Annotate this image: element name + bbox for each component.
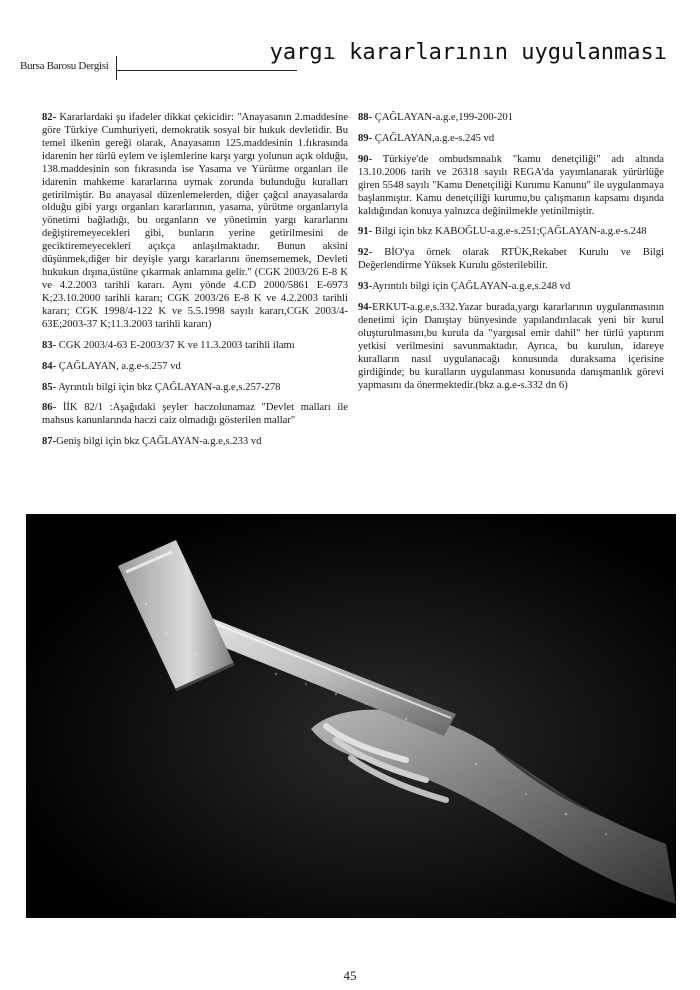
footnote-93 bbox=[358, 281, 664, 294]
right-footnote-column bbox=[358, 112, 664, 401]
footnote-text: ÇAĞLAYAN, a.g.e-s.257 vd bbox=[58, 360, 181, 372]
footnote-89 bbox=[358, 133, 664, 146]
footnote-82 bbox=[42, 112, 348, 332]
footnote-number: 90- bbox=[358, 153, 373, 165]
footnote-text: Kararlardaki şu ifadeler dikkat çekicidir: "Anayasanın 2.maddesine göre Türkiye Cumhuriyeti, demokratik sosyal bir hukuk devletidir. Bu temel ilkenin gereği olarak, Anayasanın 125.maddesinin 1.fıkrasında idarenin her türlü eylem ve işlemlerine karşı yargı yolunun açık olduğu, 138.maddesinin son fıkrasında ise Yasama ve Yürütme organları ile idarenin mahkeme kararlarına uymak zorunda bulunduğu kuralları getirilmiştir. Bu anayasal düzenlemelerden, diğer çağcıl anayasalarda olduğu gibi yargı organları kararlarının, yasama, yürütme organlarıyla yönetimi bağladığı, bu organların ve yönetimin yargı kararlarını değiştiremeyecekleri gibi, bunların yerine getirilmesini de geciktiremeyecekleri açıkça anlaşılmaktadır. Bunun aksini düşünmek,diğer bir deyişle yargı kararlarını önemsememek, Devleti hukukun dışına,üstüne çıkarmak anlamına gelir." (CGK 2003/26 E-8 K ve 4.2.2003 tarihli kararı. Aynı yönde 4.CD 2000/5861 E-6973 K;23.10.2000 tarihli kararı; CGK 2003/26 E-8 K ve 4.2.2003 tarihli kararı; CGK 1998/4-122 K ve 5.5.1998 sayılı kararı,CGK 2003/4-63E;2003-37 K;11.3.2003 tarihli kararı) bbox=[42, 112, 348, 330]
footnote-number: 93- bbox=[358, 281, 373, 293]
footnote-number: 87- bbox=[42, 436, 57, 448]
left-footnote-column bbox=[42, 112, 348, 457]
footnote-83 bbox=[42, 340, 348, 353]
footnote-number: 89- bbox=[358, 132, 373, 144]
page-header bbox=[0, 0, 700, 90]
footnote-number: 83- bbox=[42, 339, 57, 351]
footnote-number: 86- bbox=[42, 402, 57, 414]
footnote-text: Bilgi için bkz KABOĞLU-a.g.e-s.251;ÇAĞLAYAN-a.g.e-s.248 bbox=[374, 226, 647, 238]
hammer-hand-illustration bbox=[26, 514, 676, 918]
footnote-text: Geniş bilgi için bkz ÇAĞLAYAN-a.g.e,s.233 vd bbox=[56, 436, 262, 448]
footnote-text: BİO'ya örnek olarak RTÜK,Rekabet Kurulu ve Bilgi Değerlendirme Yüksek Kurulu gösterilebilir. bbox=[358, 247, 664, 272]
footnote-88 bbox=[358, 112, 664, 125]
footnote-number: 88- bbox=[358, 112, 373, 123]
footnote-86 bbox=[42, 402, 348, 428]
footnote-number: 91- bbox=[358, 226, 373, 238]
footnote-text: CGK 2003/4-63 E-2003/37 K ve 11.3.2003 tarihli ilamı bbox=[58, 339, 295, 351]
hammer-hand-photo bbox=[26, 514, 676, 918]
footnote-85 bbox=[42, 382, 348, 395]
journal-name: Bursa Barosu Dergisi bbox=[20, 60, 109, 72]
footnote-text: İİK 82/1 :Aşağıdaki şeyler haczolunamaz "Devlet malları ile mahsus kanunlarında haczi caiz olmadığı gösterilen mallar" bbox=[42, 402, 348, 427]
footnote-text: Ayrıntılı bilgi için ÇAĞLAYAN-a.g.e,s.248 vd bbox=[372, 281, 571, 293]
footnote-number: 82- bbox=[42, 112, 57, 123]
footnote-91 bbox=[358, 226, 664, 239]
footnote-number: 94- bbox=[358, 302, 373, 314]
footnote-text: Türkiye'de ombudsmnalık "kamu denetçiliği" adı altında 13.10.2006 tarih ve 26318 sayılı REGA'da yayımlanarak yürürlüğe giren 5548 sayılı "Kamu Denetçiliği Kurumu Kanunu" ile uygulanmaya başlanmıştır. Kamu denetçiliği kurumu,bu çalışmanın kapsamı dışında kaldığından konuya yalnızca değinilmekle yetinilmiştir. bbox=[358, 153, 664, 217]
header-divider bbox=[116, 56, 117, 80]
footnote-number: 92- bbox=[358, 247, 373, 259]
footnote-84 bbox=[42, 361, 348, 374]
footnote-92 bbox=[358, 247, 664, 273]
footnote-text: ERKUT-a.g.e,s.332.Yazar burada,yargı kararlarının uygulanmasının denetimi için Danıştay bünyesinde yapılandırılacak yeni bir kurul oluşturulmasını,bu kurula da "yargısal emir dahil" her türlü yaptırım yetkisi verilmesini savunmaktadır. Ayrıca, bu kurulun, idareye kuralların nasıl uygulanacağı konusunda duraksama içerisine girdiğinde; bu kuralların uygulanması konusunda danışmanlık görevi yapmasını da önermektedir.(bkz a.g.e-s.332 dn 6) bbox=[358, 302, 664, 391]
footnote-94 bbox=[358, 302, 664, 392]
footnote-text: ÇAĞLAYAN,a.g.e-s.245 vd bbox=[374, 132, 495, 144]
footnote-text: Ayrıntılı bilgi için bkz ÇAĞLAYAN-a.g.e,s.257-278 bbox=[58, 381, 281, 393]
running-title: yargı kararlarının uygulanması bbox=[269, 40, 667, 65]
footnote-text: ÇAĞLAYAN-a.g.e,199-200-201 bbox=[374, 112, 513, 123]
page-number: 45 bbox=[343, 968, 357, 983]
footnote-87 bbox=[42, 436, 348, 449]
footnote-number: 85- bbox=[42, 381, 57, 393]
footnote-number: 84- bbox=[42, 360, 57, 372]
footnote-90 bbox=[358, 154, 664, 219]
header-rule bbox=[117, 70, 297, 71]
